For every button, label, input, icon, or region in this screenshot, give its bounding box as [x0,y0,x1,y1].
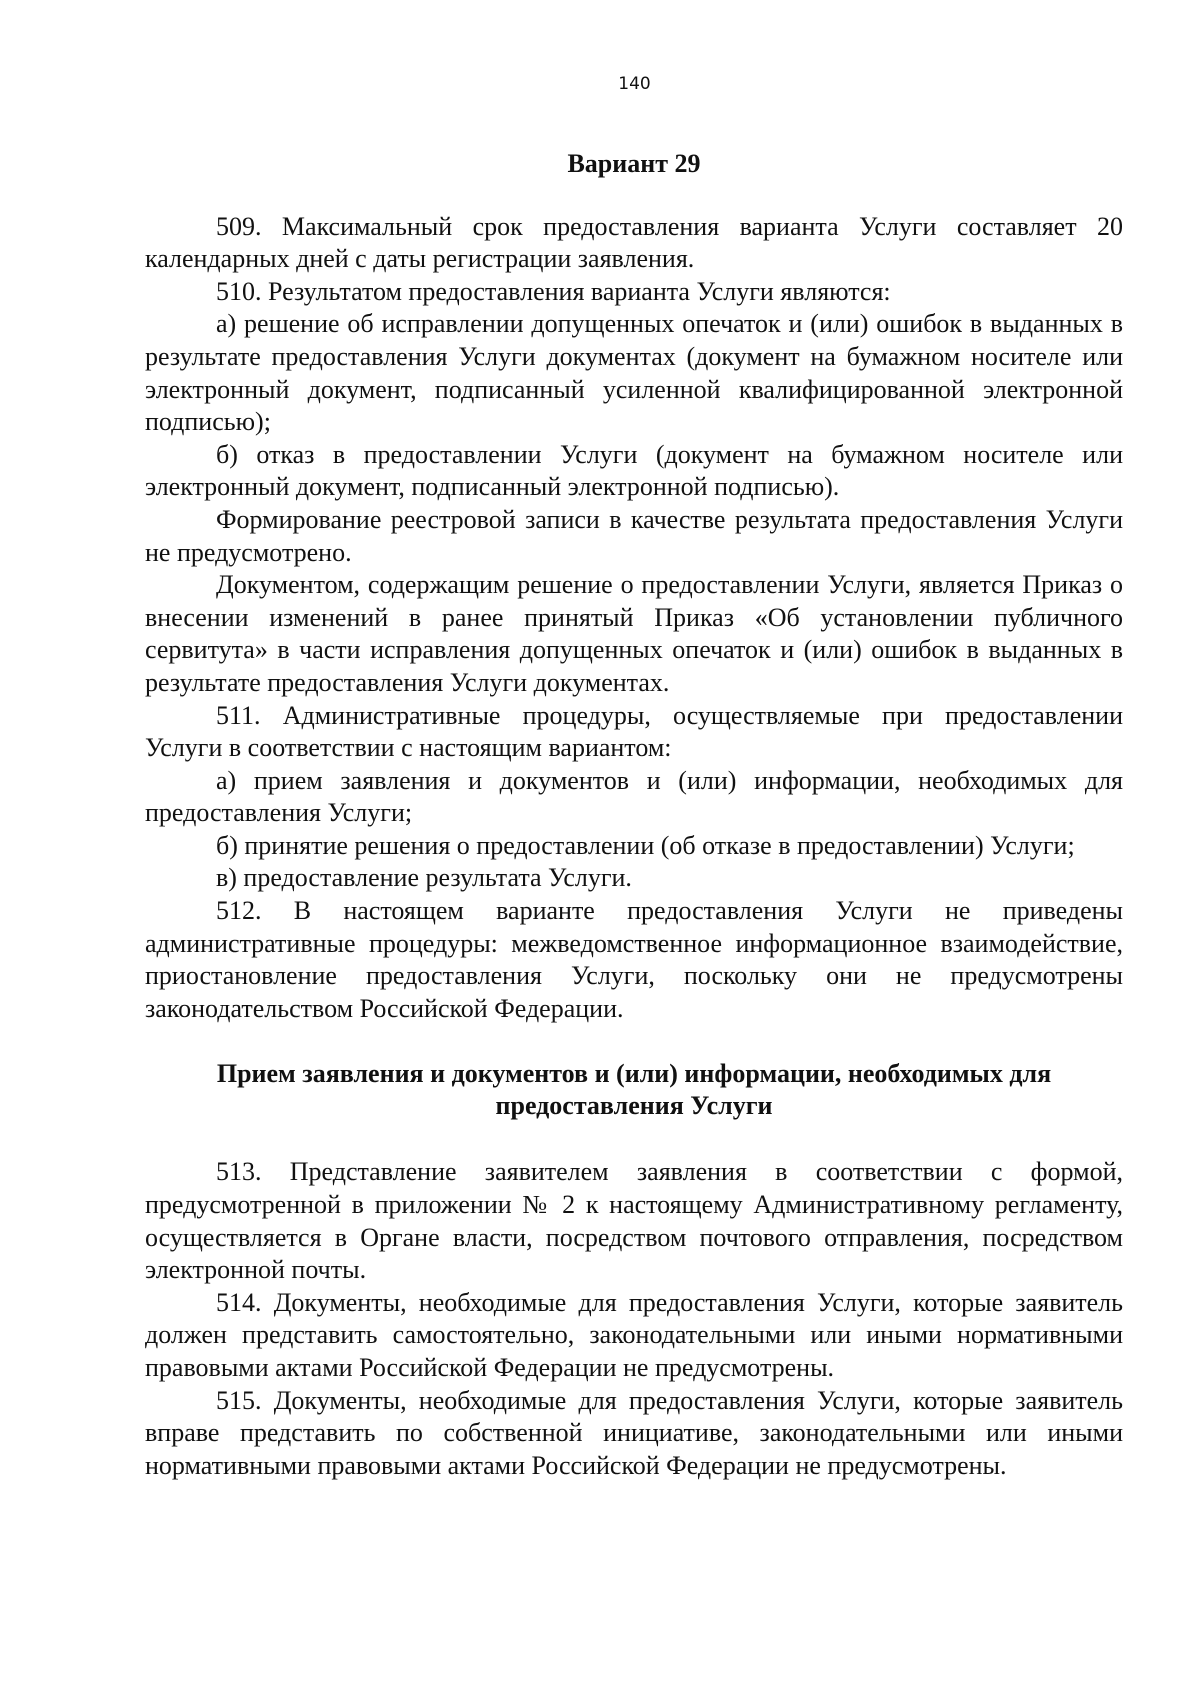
document-body [145,148,1123,1482]
paragraph-512: 512. В настоящем варианте предоставления Услуги не приведены административные процедуры: межведомственное информационное взаимодействие, приостановление предоставления Услуги, поскольку они не предусмотрены законодательством Российской Федерации. [145,896,1123,1023]
paragraph-510-a: а) решение об исправлении допущенных опечаток и (или) ошибок в выданных в результате предоставления Услуги документах (документ на бумажном носителе или электронный документ, подписанный усиленной квалифицированной электронной подписью); [145,309,1123,437]
paragraph-510: 510. Результатом предоставления варианта Услуги являются: [216,276,891,306]
paragraph-511-a: а) прием заявления и документов и (или) информации, необходимых для предоставления Услуги; [145,765,1123,828]
paragraph-511-c: в) предоставление результата Услуги. [216,863,632,893]
paragraph-515: 515. Документы, необходимые для предоставления Услуги, которые заявитель вправе представить по собственной инициативе, законодательными или иными нормативными правовыми актами Российской Федерации не предусмотрены. [145,1385,1123,1480]
paragraph-513: 513. Представление заявителем заявления в соответствии с формой, предусмотренной в приложении № 2 к настоящему Административному регламенту, осуществляется в Органе власти, посредством почтового отправления, посредством электронной почты. [145,1157,1123,1285]
paragraph-514: 514. Документы, необходимые для предоставления Услуги, которые заявитель должен представить самостоятельно, законодательными или иными нормативными правовыми актами Российской Федерации не предусмотрены. [145,1287,1123,1382]
paragraph-registry-record: Формирование реестровой записи в качестве результата предоставления Услуги не предусмотрено. [145,504,1123,567]
paragraph-510-b: б) отказ в предоставлении Услуги (документ на бумажном носителе или электронный документ, подписанный электронной подписью). [145,439,1123,502]
paragraph-511-b: б) принятие решения о предоставлении (об отказе в предоставлении) Услуги; [216,830,1075,860]
page-number: 140 [618,74,651,94]
paragraph-509: 509. Максимальный срок предоставления варианта Услуги составляет 20 календарных дней с даты регистрации заявления. [145,211,1123,274]
variant-heading: Вариант 29 [567,149,701,178]
paragraph-decision-document: Документом, содержащим решение о предоставлении Услуги, является Приказ о внесении изменений в ранее принятый Приказ «Об установлении публичного сервитута» в части исправления допущенных опечаток и (или) ошибок в выданных в результате предоставления Услуги документах. [145,570,1123,697]
paragraph-511: 511. Административные процедуры, осуществляемые при предоставлении Услуги в соответствии с настоящим вариантом: [145,700,1123,763]
section-heading: Прием заявления и документов и (или) информации, необходимых для предоставления Услуги [216,1059,1052,1121]
